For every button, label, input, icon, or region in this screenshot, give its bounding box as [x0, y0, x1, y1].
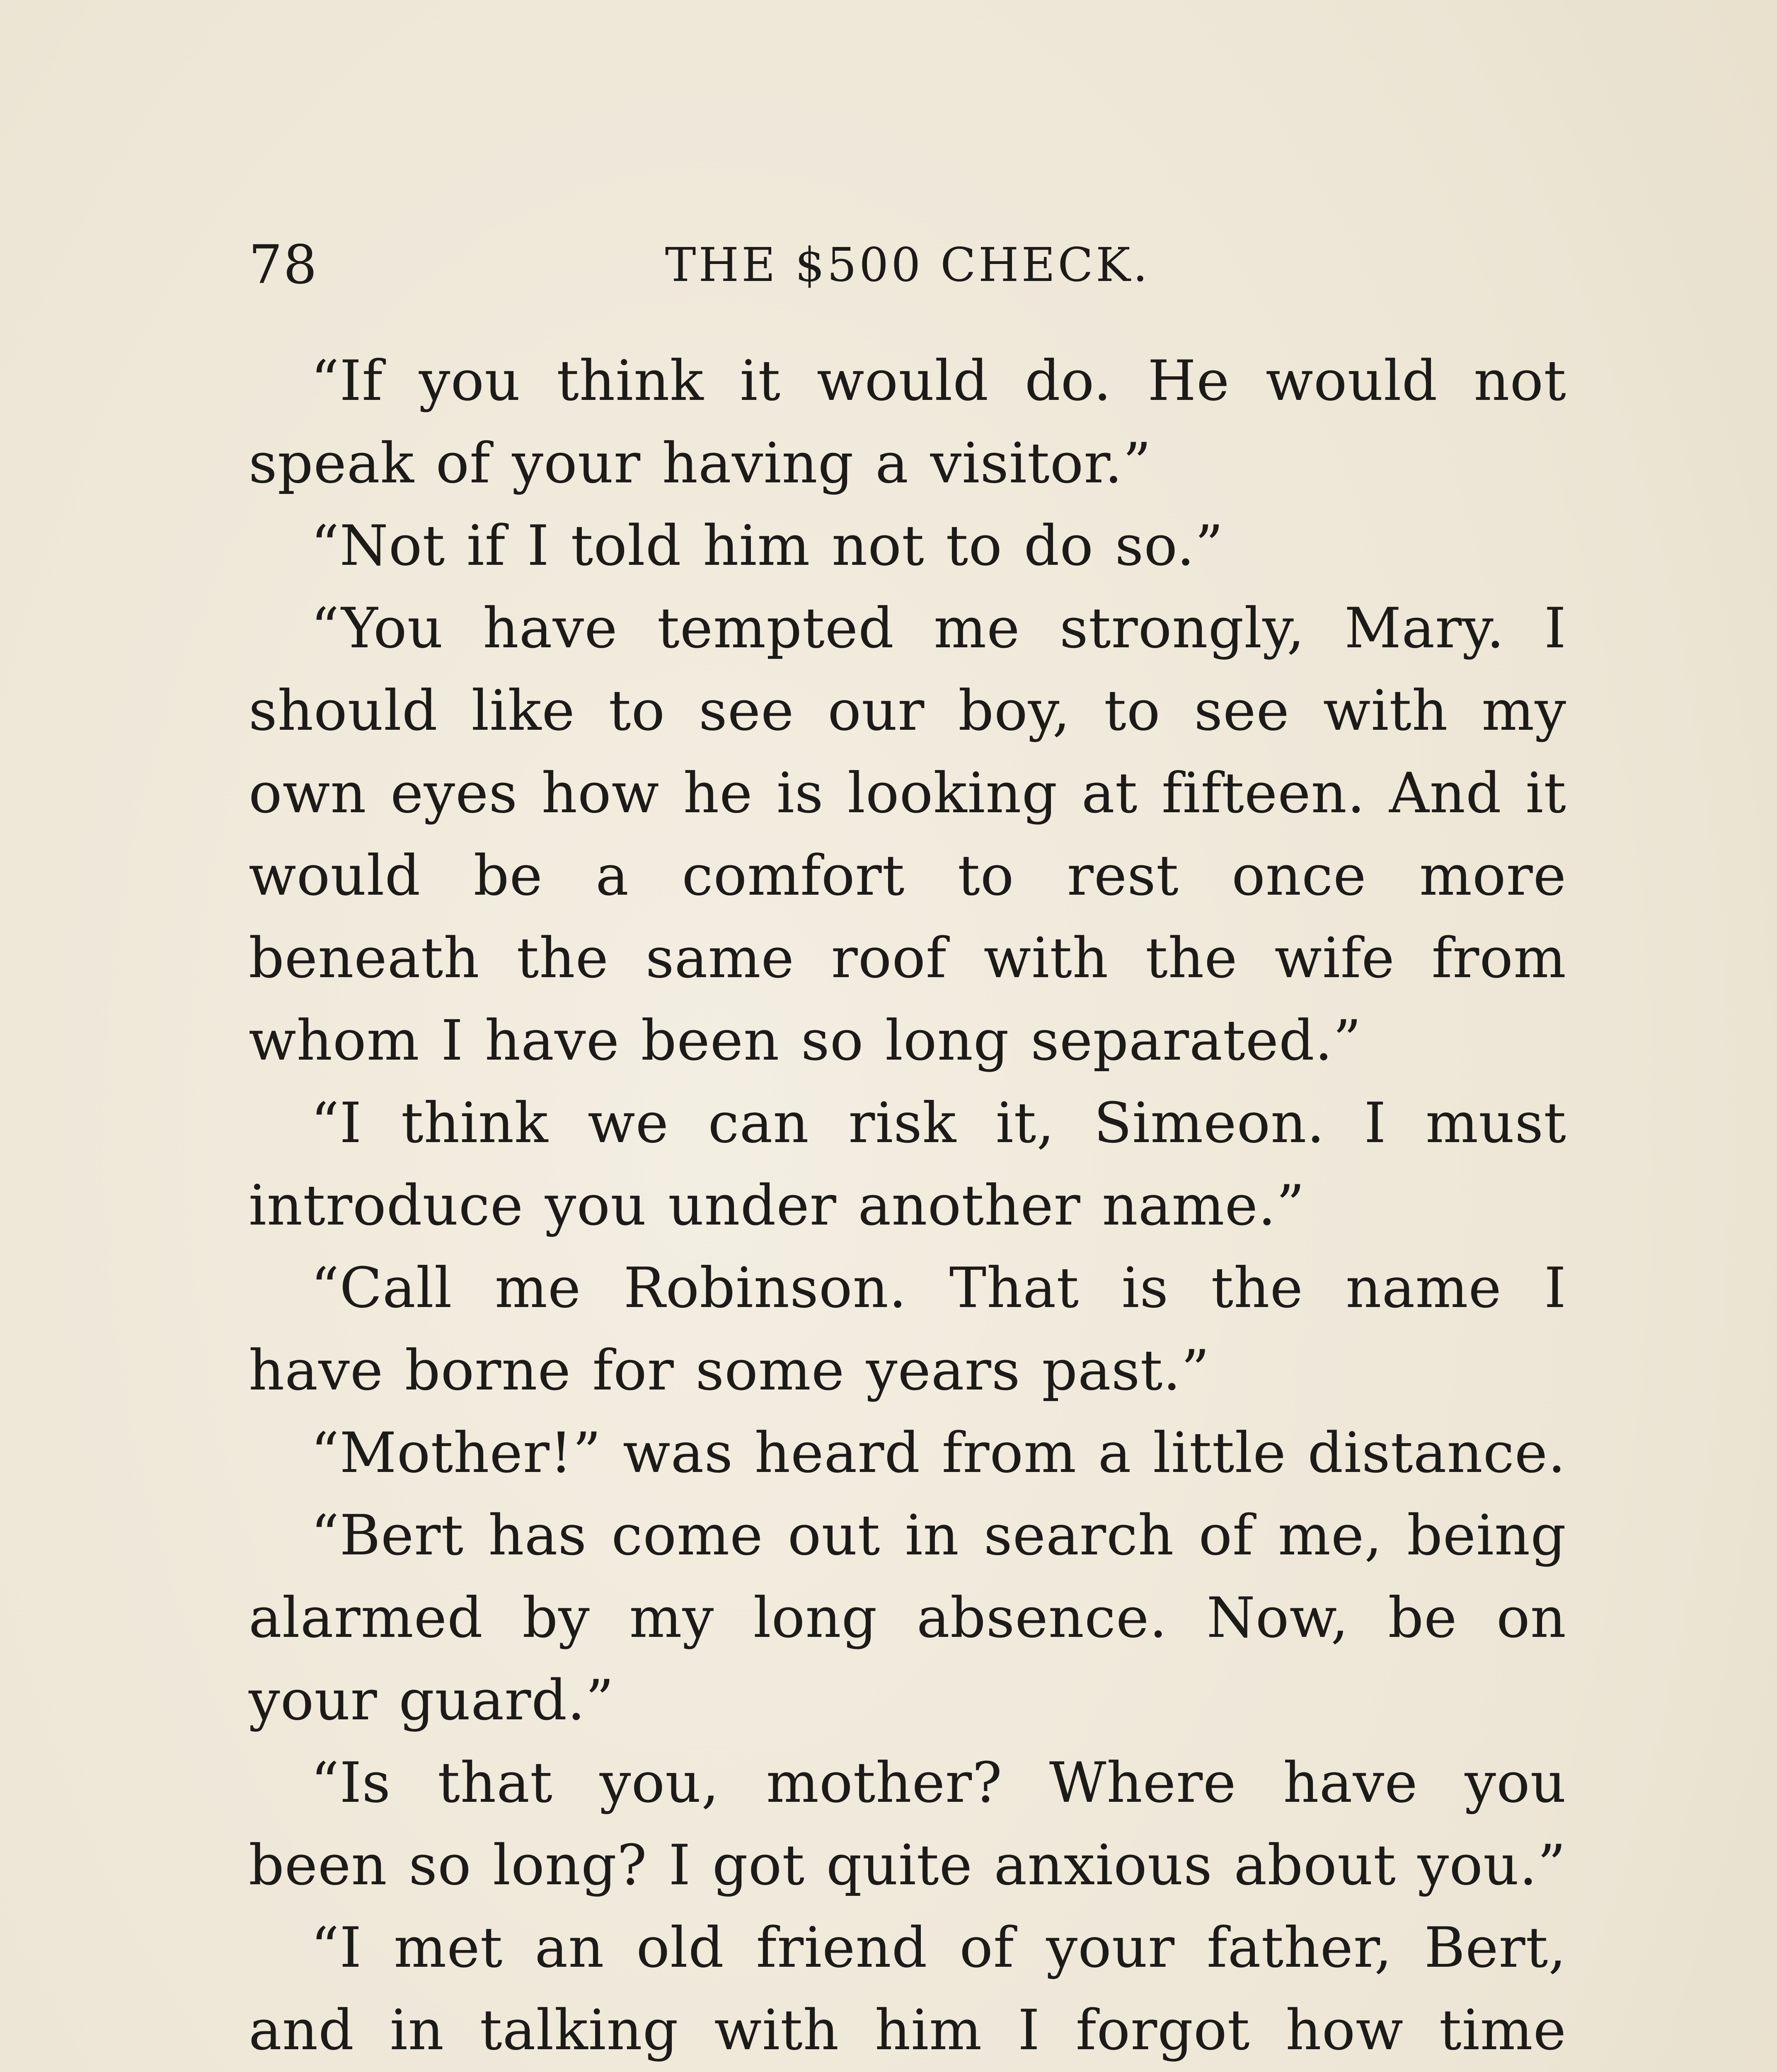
paragraph: “Mother!” was heard from a little distance. [311, 1421, 1566, 1485]
paragraph: “Not if I told him not to do so.” [311, 513, 1224, 578]
paragraph: “Call me Robinson. That is the name I have borne for some years past.” [249, 1256, 1566, 1403]
paragraph: “I think we can risk it, Simeon. I must introduce you under another name.” [249, 1091, 1566, 1238]
paragraph: “Bert has come out in search of me, being alarmed by my long absence. Now, be on your guard.” [249, 1503, 1566, 1733]
paragraph: “You have tempted me strongly, Mary. I should like to see our boy, to see with my own eyes how he is looking at fifteen. And it would be a comfort to rest once more beneath the same roof with the wife from whom I have been so long separated.” [249, 596, 1566, 1073]
running-header [249, 232, 1566, 298]
page-number: 78 [249, 234, 318, 296]
paragraph: “Is that you, mother? Where have you been so long? I got quite anxious about you.” [249, 1750, 1566, 1898]
running-title: THE $500 CHECK. [665, 238, 1150, 292]
paragraph: “I met an old friend of your father, Bert, and in talking with him I forgot how time [249, 1915, 1566, 2062]
body-text [249, 340, 1566, 2072]
paragraph: “If you think it would do. He would not speak of your having a visitor.” [249, 349, 1566, 496]
